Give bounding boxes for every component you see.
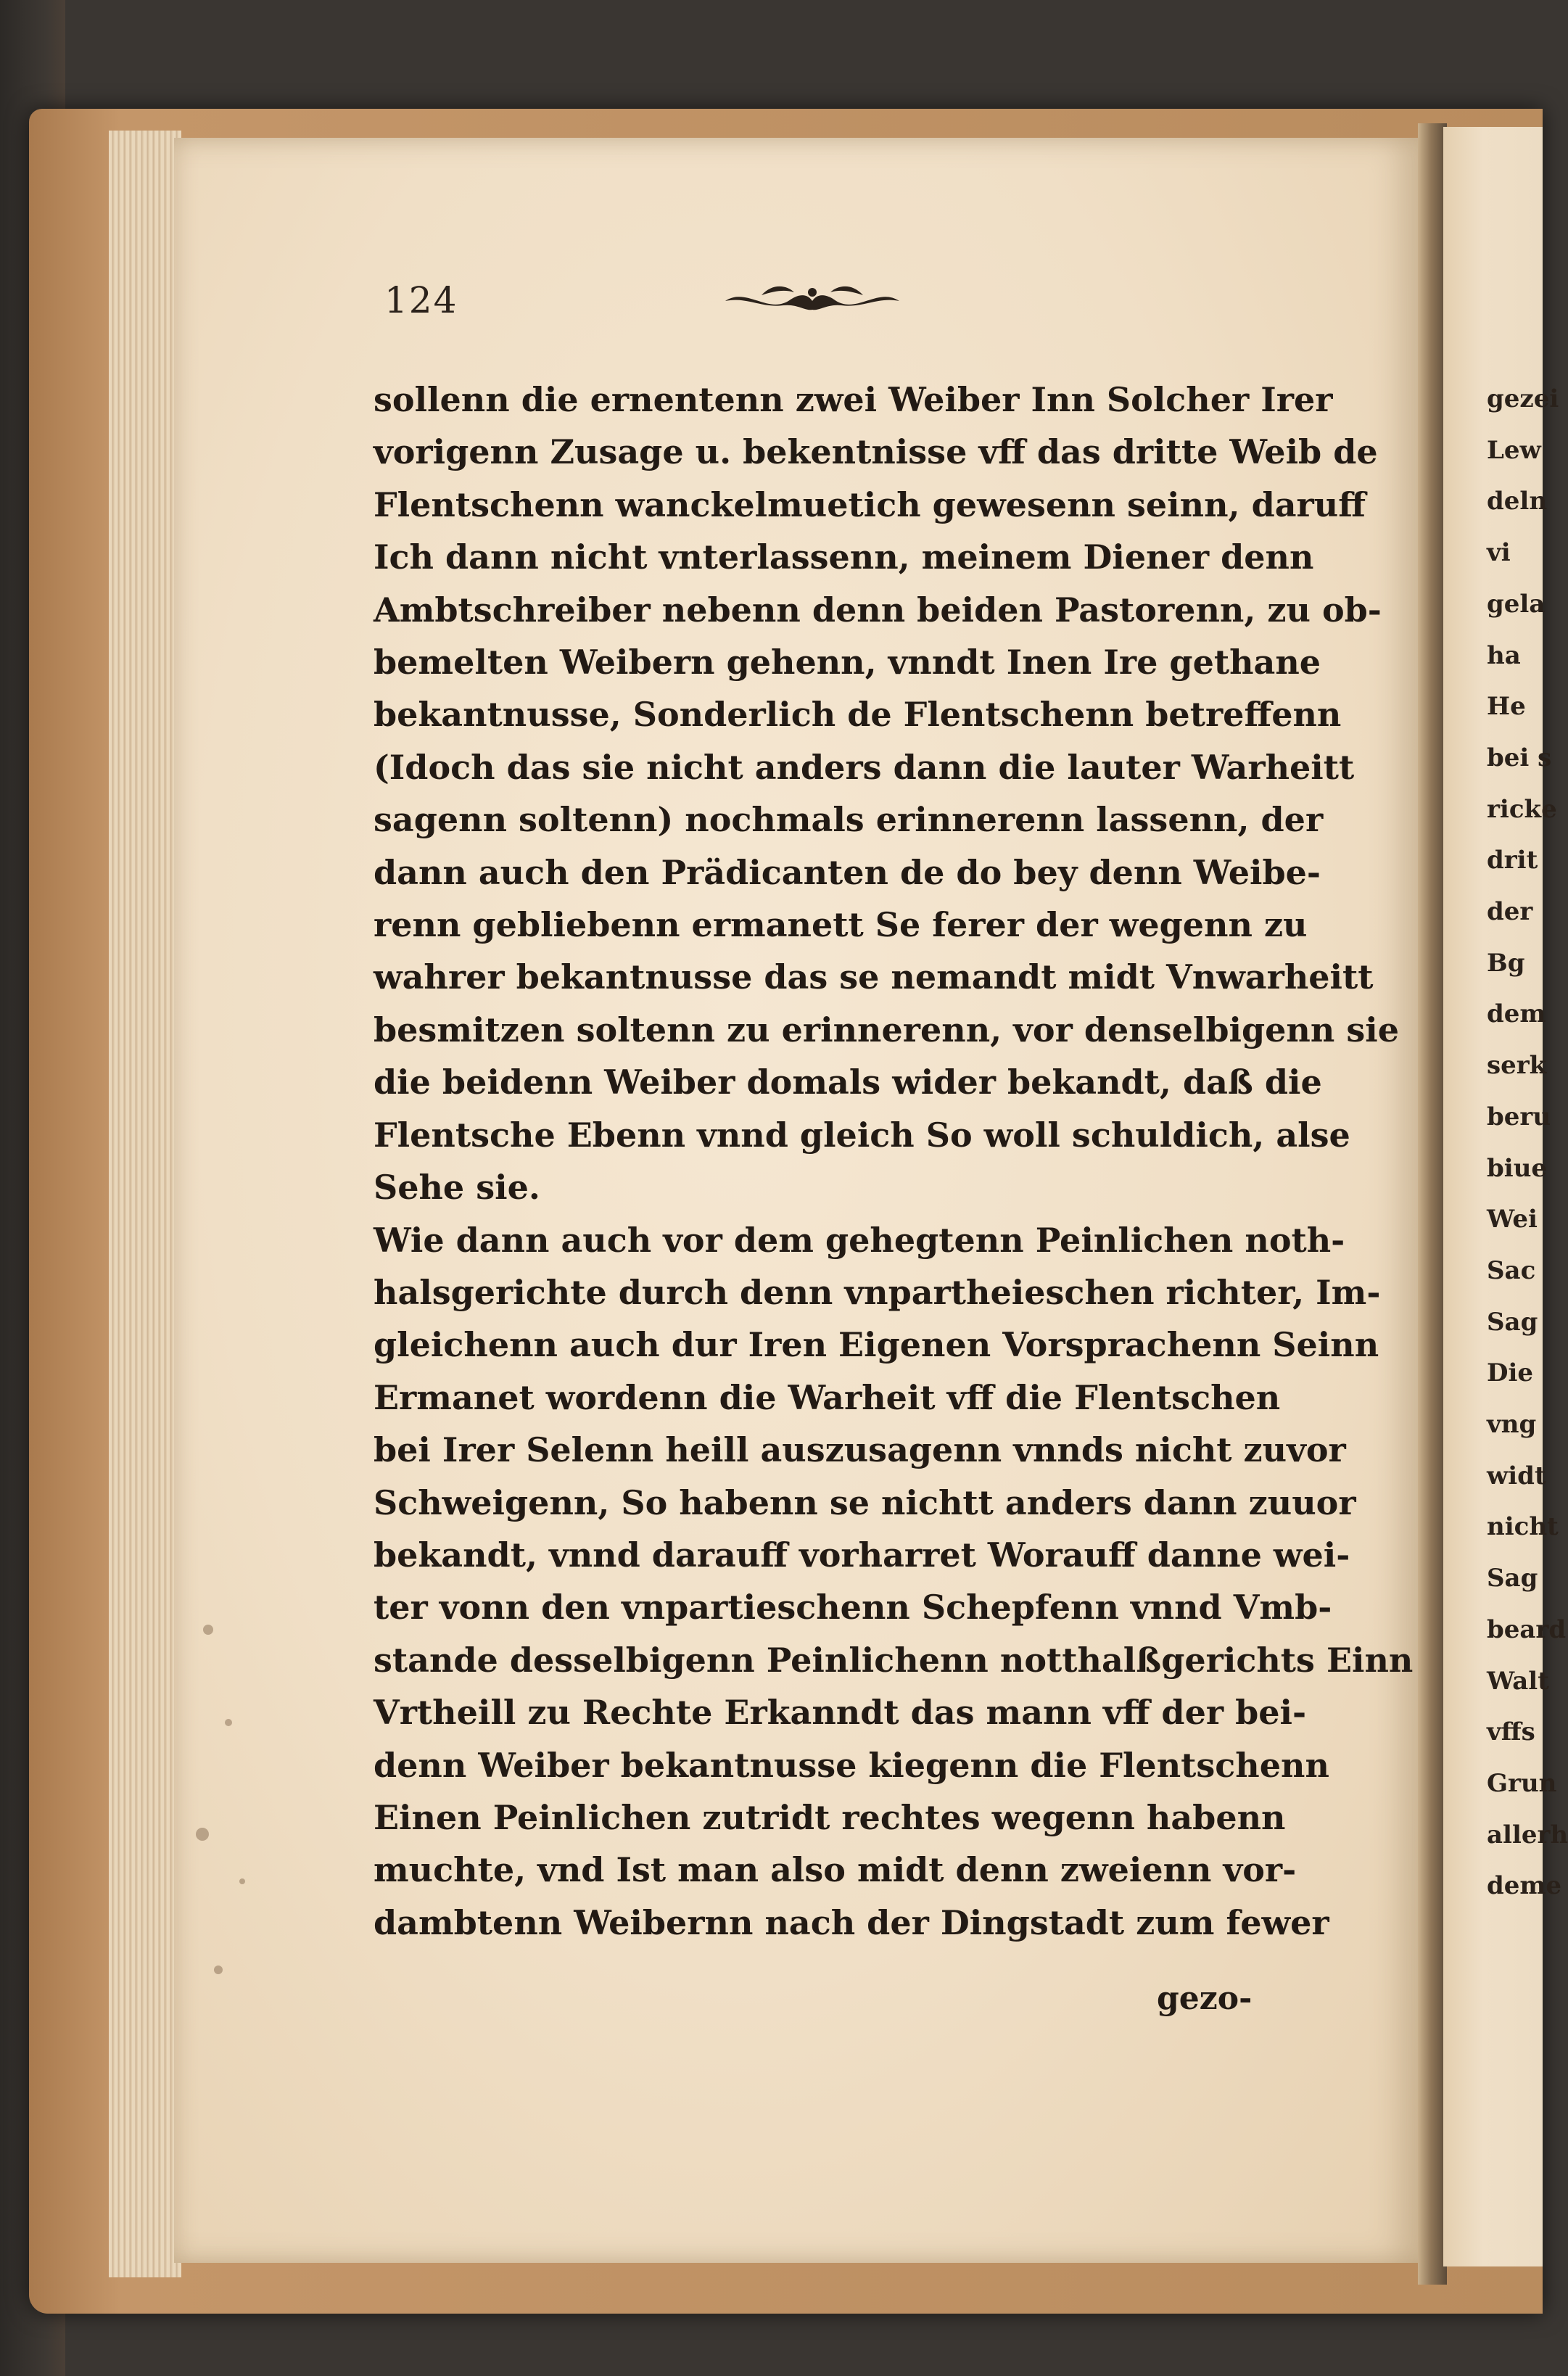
text-line: Einen Peinlichen zutridt rechtes wegenn habenn bbox=[374, 1797, 1286, 1837]
body-text bbox=[374, 374, 1414, 1949]
text-line: Sehe sie. bbox=[374, 1168, 540, 1208]
text-line: bei Irer Selenn heill auszusagenn vnnds nicht zuvor bbox=[374, 1430, 1346, 1470]
text-line: bekantnusse, Sonderlich de Flentschenn betreffenn bbox=[374, 695, 1342, 735]
text-line: halsgerichte durch denn vnpartheieschen richter, Im- bbox=[374, 1272, 1381, 1312]
text-line: muchte, vnd Ist man also midt denn zweienn vor- bbox=[374, 1850, 1297, 1890]
text-line: (Idoch das sie nicht anders dann die lauter Warheitt bbox=[374, 747, 1355, 787]
text-line: Flentschenn wanckelmuetich gewesenn seinn, daruff bbox=[374, 484, 1366, 524]
text-line: wahrer bekantnusse das se nemandt midt Vnwarheitt bbox=[374, 957, 1374, 997]
text-line: sagenn soltenn) nochmals erinnerenn lassenn, der bbox=[374, 800, 1324, 840]
facing-page-fragment: Lew bbox=[1487, 435, 1541, 465]
text-line: Ambtschreiber nebenn denn beiden Pastorenn, zu ob- bbox=[374, 590, 1382, 630]
page-edges bbox=[109, 131, 181, 2277]
text-line: Vrtheill zu Rechte Erkanndt das mann vff der bei- bbox=[374, 1693, 1307, 1733]
text-line: bekandt, vnnd darauff vorharret Worauff danne wei- bbox=[374, 1535, 1350, 1575]
text-line: denn Weiber bekantnusse kiegenn die Flentschenn bbox=[374, 1745, 1329, 1785]
printer-ornament-icon bbox=[718, 279, 907, 323]
facing-page-fragment: Sac bbox=[1487, 1255, 1536, 1285]
facing-page-fragment: Sag bbox=[1487, 1307, 1538, 1337]
facing-page-fragment: allerh bbox=[1487, 1820, 1568, 1849]
facing-page-fragment: Wei bbox=[1487, 1205, 1538, 1234]
text-line: stande desselbigenn Peinlichenn notthalßgerichts Einn bbox=[374, 1640, 1414, 1680]
facing-page-fragment: drit bbox=[1487, 846, 1538, 875]
book-gutter bbox=[1418, 123, 1447, 2285]
facing-page-fragment: beru bbox=[1487, 1102, 1551, 1131]
facing-page-fragment: Walt bbox=[1487, 1666, 1549, 1696]
foxing-spot bbox=[239, 1878, 245, 1884]
facing-page-fragment: deln bbox=[1487, 487, 1548, 516]
text-line: dambtenn Weibernn nach der Dingstadt zum fewer bbox=[374, 1902, 1329, 1942]
facing-page-fragment: He bbox=[1487, 692, 1526, 722]
facing-page-fragment: gezei bbox=[1487, 384, 1559, 413]
facing-page-fragment: dem bbox=[1487, 999, 1546, 1029]
text-line: sollenn die ernentenn zwei Weiber Inn Solcher Irer bbox=[374, 380, 1333, 419]
facing-page-fragment: ricke bbox=[1487, 794, 1557, 824]
text-line: Wie dann auch vor dem gehegtenn Peinlichen noth- bbox=[374, 1220, 1345, 1260]
facing-page-fragment: Bg bbox=[1487, 948, 1525, 978]
facing-page-fragment: Sag bbox=[1487, 1564, 1538, 1593]
foxing-spot bbox=[214, 1965, 223, 1974]
text-line: renn gebliebenn ermanett Se ferer der wegenn zu bbox=[374, 905, 1308, 945]
catchword: gezo- bbox=[1157, 1980, 1253, 2017]
facing-page-fragment: vi bbox=[1487, 538, 1511, 568]
facing-page-fragment: beard bbox=[1487, 1614, 1567, 1644]
foxing-spot bbox=[225, 1719, 232, 1726]
facing-page-fragment: vffs bbox=[1487, 1717, 1535, 1747]
text-line: die beidenn Weiber domals wider bekandt, daß die bbox=[374, 1063, 1322, 1102]
facing-page-fragment: Die bbox=[1487, 1358, 1534, 1388]
text-line: Flentsche Ebenn vnnd gleich So woll schuldich, alse bbox=[374, 1115, 1350, 1155]
facing-page-fragment: ha bbox=[1487, 640, 1521, 670]
facing-page-text bbox=[1487, 374, 1568, 1912]
text-line: Ermanet wordenn die Warheit vff die Flentschen bbox=[374, 1377, 1281, 1417]
facing-page-fragment: gela bbox=[1487, 589, 1546, 619]
facing-page-fragment: serk bbox=[1487, 1051, 1547, 1081]
facing-page-fragment: Grun bbox=[1487, 1768, 1557, 1798]
text-line: gleichenn auch dur Iren Eigenen Vorsprachenn Seinn bbox=[374, 1325, 1379, 1365]
facing-page-fragment: nicht bbox=[1487, 1512, 1559, 1542]
facing-page-fragment: biue bbox=[1487, 1153, 1548, 1183]
text-line: Schweigenn, So habenn se nichtt anders dann zuuor bbox=[374, 1482, 1356, 1522]
text-line: vorigenn Zusage u. bekentnisse vff das dritte Weib de bbox=[374, 432, 1378, 472]
page-number: 124 bbox=[384, 279, 458, 321]
text-line: ter vonn den vnpartieschenn Schepfenn vnnd Vmb- bbox=[374, 1588, 1332, 1628]
facing-page-fragment: vng bbox=[1487, 1410, 1537, 1440]
text-line: dann auch den Prädicanten de do bey denn Weibe- bbox=[374, 852, 1321, 892]
facing-page-fragment: bei s bbox=[1487, 743, 1552, 772]
facing-page bbox=[1443, 127, 1568, 2266]
facing-page-fragment: der bbox=[1487, 897, 1533, 927]
foxing-spot bbox=[196, 1828, 209, 1841]
facing-page-fragment: widt bbox=[1487, 1461, 1546, 1490]
facing-page-fragment: deme bbox=[1487, 1871, 1562, 1901]
text-line: besmitzen soltenn zu erinnerenn, vor denselbigenn sie bbox=[374, 1010, 1399, 1049]
text-line: Ich dann nicht vnterlassenn, meinem Diener denn bbox=[374, 537, 1314, 577]
text-line: bemelten Weibern gehenn, vnndt Inen Ire gethane bbox=[374, 643, 1321, 682]
foxing-spot bbox=[203, 1625, 213, 1635]
